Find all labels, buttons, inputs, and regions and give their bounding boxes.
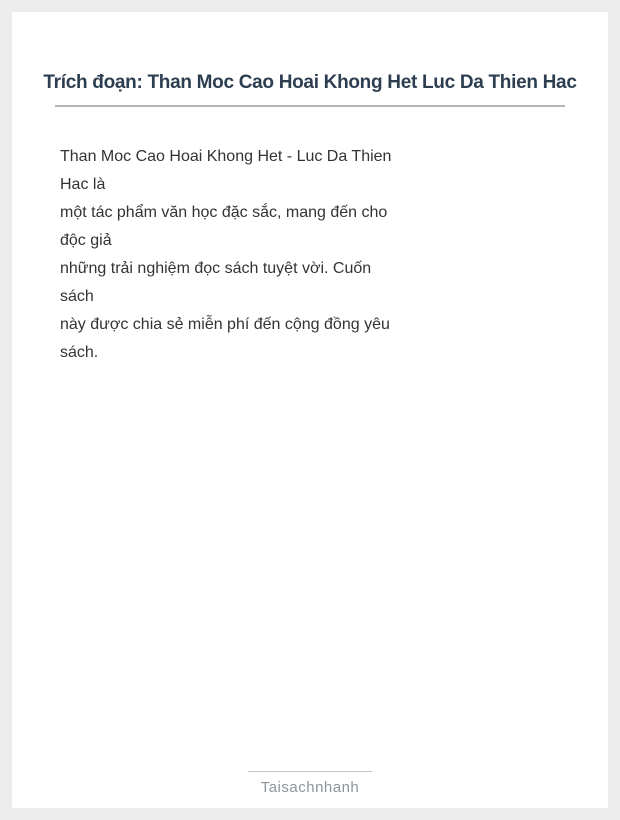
excerpt-line: Hac là <box>60 176 106 193</box>
excerpt-line: sách. <box>60 344 99 361</box>
page-title: Trích đoạn: Than Moc Cao Hoai Khong Het Luc Da Thien Hac <box>43 72 577 93</box>
excerpt-line: này được chia sẻ miễn phí đến cộng đồng yêu <box>60 316 390 333</box>
footer <box>12 771 608 808</box>
footer-brand: Taisachnhanh <box>260 779 360 796</box>
title-divider <box>55 105 565 107</box>
excerpt-line: độc giả <box>60 232 112 249</box>
excerpt-line: sách <box>60 288 94 305</box>
content-card <box>12 12 608 808</box>
footer-divider <box>248 771 372 772</box>
excerpt-line: Than Moc Cao Hoai Khong Het - Luc Da Thien <box>60 148 392 165</box>
excerpt-line: những trải nghiệm đọc sách tuyệt vời. Cuốn <box>60 260 372 277</box>
excerpt-line: một tác phẩm văn học đặc sắc, mang đến cho <box>60 204 388 221</box>
empty-space <box>12 367 608 771</box>
excerpt-text <box>60 143 560 367</box>
